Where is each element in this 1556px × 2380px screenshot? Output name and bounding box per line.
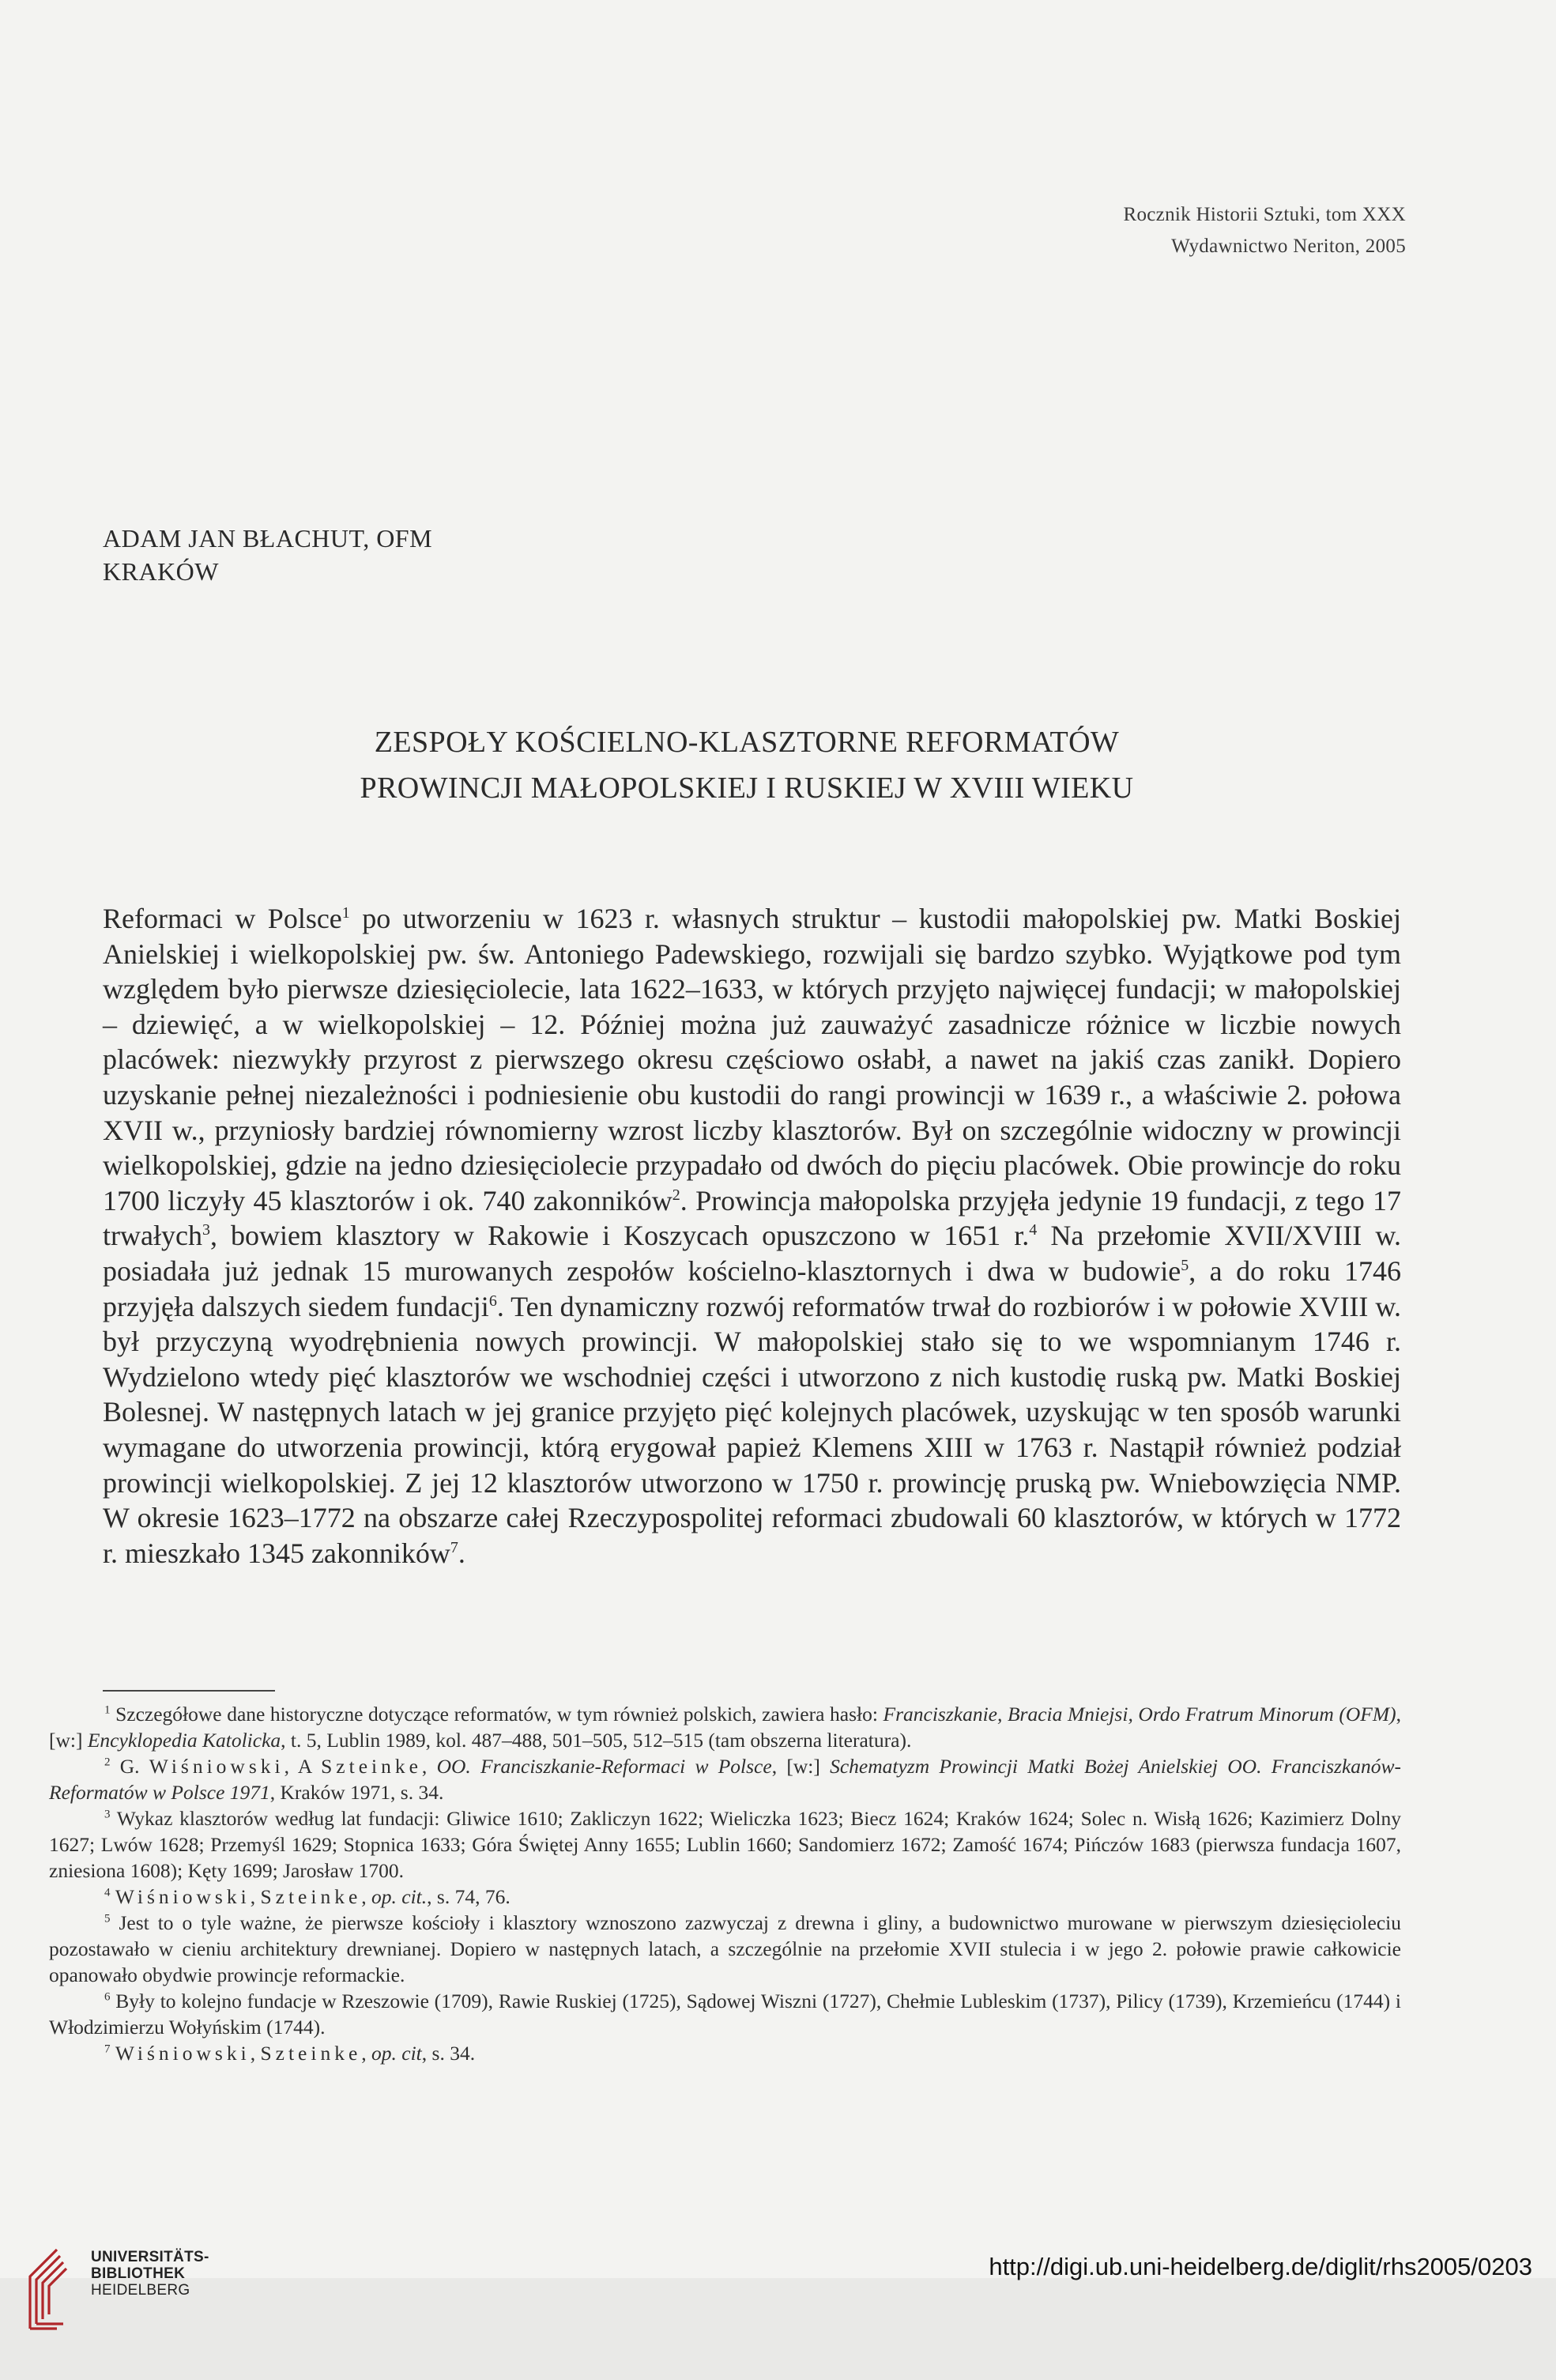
footnote-ref-4: 4 [1029,1221,1038,1239]
footnote-number: 3 [104,1808,111,1821]
article-title [103,719,1391,811]
footnote-text: , [361,1885,372,1908]
title-line-1: ZESPOŁY KOŚCIELNO-KLASZTORNE REFORMATÓW [374,726,1120,759]
footnote-text: , [w:] [49,1703,1401,1752]
body-segment-6: , a do roku 1746 przyjęła dalszych siedem fundacji [103,1254,1402,1322]
footnote-text: G. [110,1755,149,1778]
footnote-ref-3: 3 [202,1221,210,1239]
journal-title: Rocznik Historii Sztuki, tom XXX [1123,204,1406,225]
publisher: Wydawnictwo Neriton, 2005 [1171,236,1406,257]
library-name [91,2249,209,2299]
footnote-text: , t. 5, Lublin 1989, kol. 487–488, 501–505, 512–515 (tam obszerna literatura). [281,1729,912,1752]
body-segment-4: , bowiem klasztory w Rakowie i Koszycach opuszczono w 1651 r. [209,1220,1030,1252]
footnote-ref-1: 1 [341,904,350,922]
footnote-text: Wykaz klasztorów według lat fundacji: Gliwice 1610; Zakliczyn 1622; Wieliczka 1623; Biecz 1624; Kraków 1624; Solec n. Wisłą 1626; Kazimierz Dolny 1627; Lwów 1628; Przemyśl 1629; Stopnica 1633; Góra Świętej Anny 1655; Lublin 1660; Sandomierz 1672; Zamość 1674; Pińczów 1683 (pierwsza fundacja 1607, zniesiona 1608); Kęty 1699; Jarosław 1700. [49,1807,1401,1882]
footnote-author: Wiśniowski [149,1755,284,1778]
footnote-3 [49,1805,1401,1884]
body-segment-8: . [458,1537,465,1569]
footnote-5 [49,1910,1401,1988]
footnote-4 [49,1884,1401,1910]
library-line-2: BIBLIOTHEK [91,2265,186,2282]
author-block [103,522,432,588]
footnote-text: , s. 74, 76. [427,1885,511,1908]
footnote-number: 4 [104,1886,111,1899]
library-line-1: UNIVERSITÄTS- [91,2249,209,2265]
footnote-text: , A [284,1755,322,1778]
journal-header [1124,199,1407,262]
footnote-ref-2: 2 [672,1186,680,1204]
body-paragraph [103,901,1401,1571]
author-name: ADAM JAN BŁACHUT, OFM [103,524,433,553]
source-url-link[interactable]: http://digi.ub.uni-heidelberg.de/diglit/rhs2005/0203 [989,2253,1532,2280]
footnote-text: , Kraków 1971, s. 34. [269,1781,444,1804]
footnote-italic: OO. Franciszkanie-Reformaci w Polsce [436,1755,772,1778]
footnote-ref-5: 5 [1181,1256,1189,1274]
title-line-2: PROWINCJI MAŁOPOLSKIEJ I RUSKIEJ W XVIII WIEKU [360,771,1134,805]
author-place: KRAKÓW [103,557,219,586]
footnote-number: 2 [104,1756,111,1769]
footnote-divider [103,1690,275,1692]
footnote-author: Szteinke [260,2042,362,2065]
footnote-author: Szteinke [321,1755,422,1778]
footnote-text: , [w:] [771,1755,831,1778]
footnote-text: Były to kolejno fundacje w Rzeszowie (1709), Rawie Ruskiej (1725), Sądowej Wiszni (1727), Chełmie Lubleskim (1737), Pilicy (1739), Krzemieńcu (1744) i Włodzimierzu Wołyńskim (1744). [49,1990,1401,2039]
body-segment-5: Na przełomie XVII/XVIII w. posiadała już jednak 15 murowanych zespołów kościelno-klasztornych i dwa w budowie [103,1220,1401,1287]
footnote-author: Szteinke [260,1885,362,1908]
footnote-2 [49,1753,1401,1805]
footnote-text: , [250,1885,261,1908]
body-segment-1: Reformaci w Polsce [103,903,342,934]
footnote-text: Szczegółowe dane historyczne dotyczące reformatów, w tym również polskich, zawiera hasło: [110,1703,883,1726]
footnote-7 [49,2040,1401,2066]
footer-bar [0,2278,1556,2380]
footnote-text: , [421,1755,437,1778]
footnote-italic: op. cit [371,2042,422,2065]
footnote-6 [49,1988,1401,2040]
body-segment-7: . Ten dynamiczny rozwój reformatów trwał do rozbiorów i w połowie XVIII w. był przyczyną wyodrębnienia nowych prowincji. W małopolskiej stało się to we wspomnianym 1746 r. Wydzielono wtedy pięć klasztorów we wschodniej części i utworzono z nich kustodię ruską pw. Matki Boskiej Bolesnej. W następnych latach w jej granice przyjęto pięć kolejnych placówek, uzyskując w ten sposób warunki wymagane do utworzenia prowincji, którą erygował papież Klemens XIII w 1763 r. Nastąpił również podział prowincji wielkopolskiej. Z jej 12 klasztorów utworzono w 1750 r. prowincję pruską pw. Wniebowzięcia NMP. W okresie 1623–1772 na obszarze całej Rzeczypospolitej reformaci zbudowali 60 klasztorów, w których w 1772 r. mieszkało 1345 zakonników [103,1290,1401,1569]
body-segment-2: po utworzeniu w 1623 r. własnych struktur – kustodii małopolskiej pw. Matki Boskiej Anielskiej i wielkopolskiej pw. św. Antoniego Padewskiego, rozwijali się bardzo szybko. Wyjątkowe pod tym względem było pierwsze dziesięciolecie, lata 1622–1633, w których przyjęto najwięcej fundacji; w małopolskiej – dziewięć, a w wielkopolskiej – 12. Później można już zauważyć zasadnicze różnice w liczbie nowych placówek: niezwykły przyrost z pierwszego okresu częściowo osłabł, a nawet na jakiś czas zanikł. Dopiero uzyskanie pełnej niezależności i podniesienie obu kustodii do rangi prowincji w 1639 r., a właściwie 2. połowa XVII w., przyniosły bardziej równomierny wzrost liczby klasztorów. Był on szczególnie widoczny w prowincji wielkopolskiej, gdzie na jedno dziesięciolecie przypadało od dwóch do pięciu placówek. Obie prowincje do roku 1700 liczyły 45 klasztorów i ok. 740 zakonników [103,903,1401,1216]
footnote-ref-7: 7 [450,1538,458,1556]
footnote-text: , s. 34. [421,2042,476,2065]
footnote-ref-6: 6 [488,1292,497,1310]
footnote-italic: Schematyzm Prowincji Matki Bożej Anielskiej OO. Franciszkanów-Reformatów w Polsce 1971 [49,1755,1402,1804]
footnote-author: Wiśniowski [115,1885,251,1908]
footnote-number: 6 [104,1990,111,2004]
footnote-text: Jest to o tyle ważne, że pierwsze kościoły i klasztory wznoszono zazwyczaj z drewna i gliny, a budownictwo murowane w pierwszym dziesięcioleciu pozostawało w cieniu architektury drewnianej. Dopiero w następnych latach, a szczególnie na przełomie XVII stulecia i w jego 2. połowie prawie całkowicie opanowało obydwie prowincje reformackie. [49,1911,1401,1986]
library-line-3: HEIDELBERG [91,2282,190,2299]
footnotes [49,1701,1401,2066]
footnote-number: 7 [104,2042,111,2056]
footnote-italic: Encyklopedia Katolicka [87,1729,281,1752]
ub-heidelberg-logo-icon[interactable] [22,2243,85,2330]
footnote-text: , [361,2042,372,2065]
footnote-1 [49,1701,1401,1753]
footnote-text: , [250,2042,261,2065]
footnote-italic: op. cit. [371,1885,428,1908]
footnote-number: 5 [104,1912,111,1925]
footnote-author: Wiśniowski [115,2042,251,2065]
footnote-number: 1 [104,1703,111,1717]
footnote-italic: Franciszkanie, Bracia Mniejsi, Ordo Fratrum Minorum (OFM) [883,1703,1396,1726]
body-segment-3: . Prowincja małopolska przyjęła jedynie 19 fundacji, z tego 17 trwałych [103,1184,1401,1252]
